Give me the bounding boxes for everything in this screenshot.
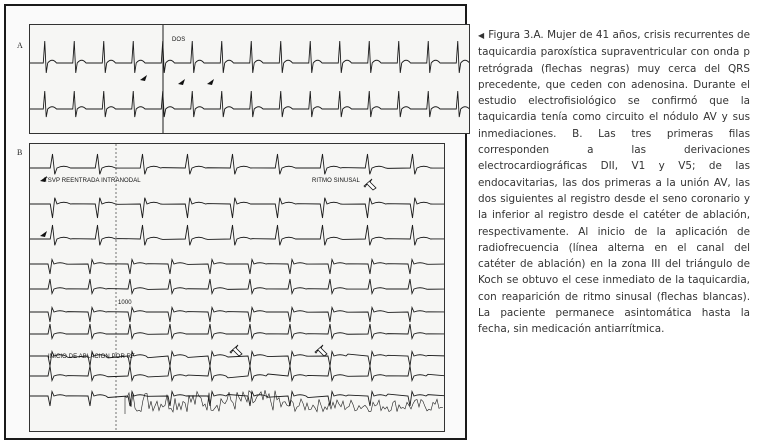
ecg-panel-a (29, 24, 470, 134)
ecg-trace-b-row (30, 279, 444, 294)
panel-b-label: B (17, 148, 23, 157)
black-arrow-icon (140, 75, 147, 81)
caption-text: Figura 3.A. Mujer de 41 años, crisis recurrentes de taquicardia paroxística supraventricular con onda p retrógrada (flechas negras) muy cerca del QRS precedente, que ceden con adenosina. Durante el estudio electrofisiológico se confirmó que la taquicardia tenía como circuito el nódulo AV y sus inmediaciones. B. Las tres primeras filas corresponden a las derivaciones electrocardiográficas DII, V1 y V5; de las endocavitarias, las dos primeras a la unión AV, las dos siguientes al registro desde el seno coronario y la inferior al registro desde el catéter de ablación, respectivamente. Al inicio de la aplicación de radiofrecuencia (línea alterna en el canal del catéter de ablación) en la zona III del triángulo de Koch se obtuvo el cese inmediato de la taquicardia, con reaparición de ritmo sinusal (flechas blancas). La paciente permanece asintomática hasta la fecha, sin medicación antiarrítmica. (478, 29, 750, 336)
white-arrow-icon (315, 345, 327, 356)
caption-marker-icon: ◀ (478, 31, 485, 40)
ecg-trace-b-row (30, 308, 444, 323)
annotation-tsvp: TSVP REENTRADA INTRANODAL (44, 178, 141, 184)
figure-caption (478, 27, 750, 338)
annotation-scale: 1000 (118, 300, 132, 306)
figure-frame (4, 4, 467, 440)
ecg-strip-a (30, 25, 469, 133)
panel-a-label: A (17, 41, 23, 50)
annotation-ritmo-sinusal: RITMO SINUSAL (312, 178, 360, 184)
white-arrow-icon (230, 345, 242, 356)
black-arrow-icon (40, 231, 47, 237)
ecg-trace-b-row (30, 366, 444, 381)
ecg-trace-b-row (30, 225, 444, 245)
ecg-trace-b-row (30, 324, 444, 339)
black-arrow-icon (207, 79, 214, 85)
ecg-trace-b-row (30, 198, 444, 218)
white-arrow-icon (364, 179, 376, 190)
black-arrow-icon (178, 79, 185, 85)
ecg-trace-a-bottom (30, 91, 469, 117)
panel-a-mark: DOS (172, 37, 186, 43)
annotation-inicio-ablacion: INICIO DE ABLACION POR RF (48, 354, 135, 360)
ecg-trace-a-top (30, 41, 469, 73)
ecg-panel-b (29, 143, 445, 432)
ecg-strip-b (30, 144, 444, 431)
ecg-trace-b-row (30, 154, 444, 174)
ecg-trace-b-row (30, 260, 444, 275)
